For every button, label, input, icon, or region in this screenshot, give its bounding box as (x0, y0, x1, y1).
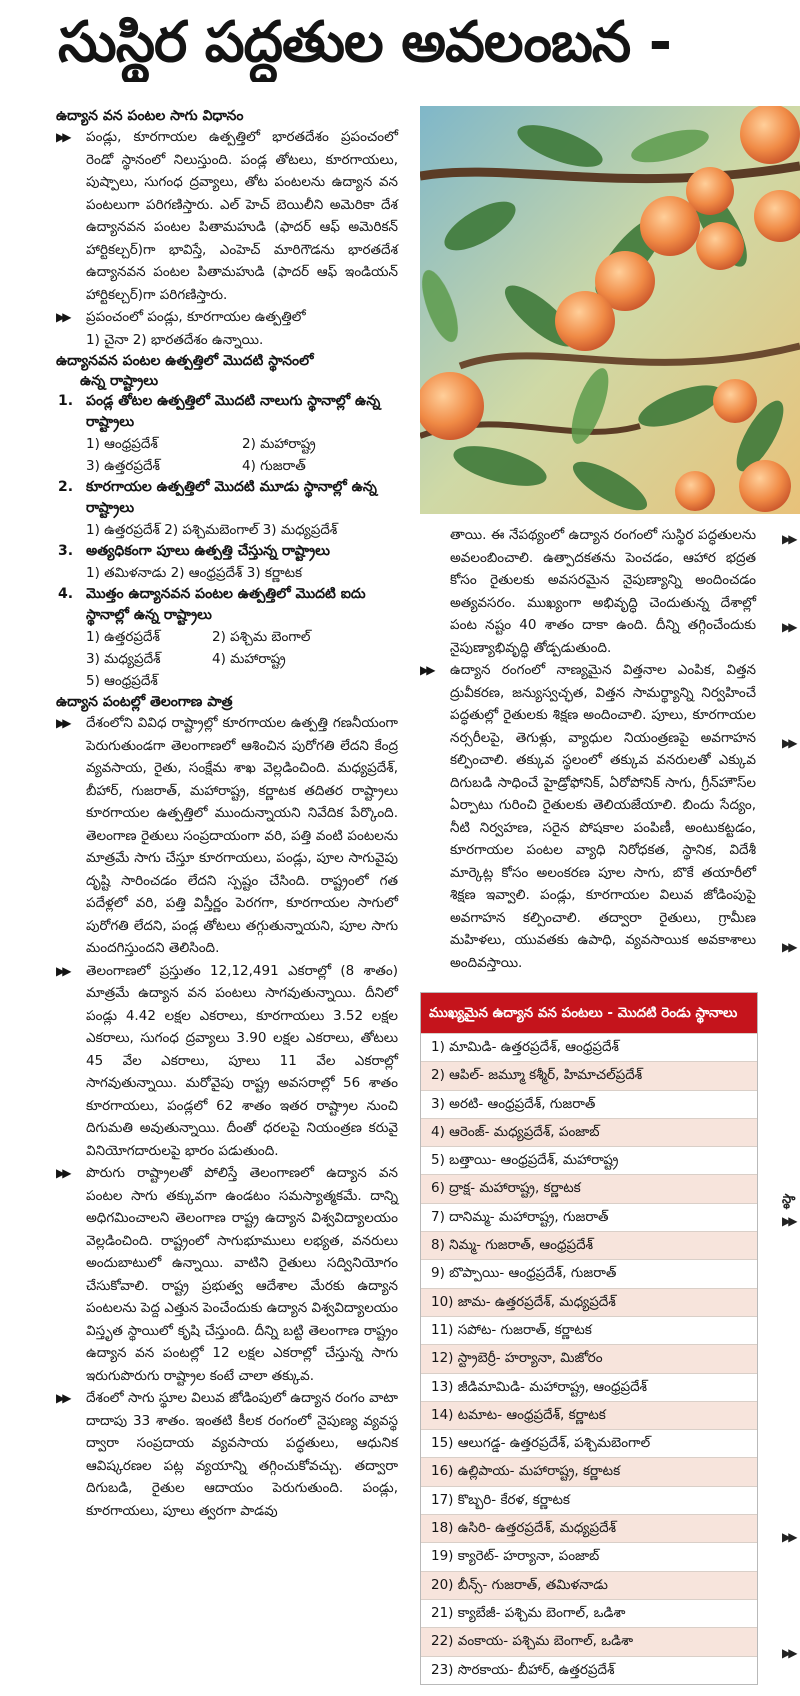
paragraph-continuation: 1) చైనా 2) భారతదేశం ఉన్నాయి. (86, 331, 264, 348)
bullet-arrow-icon: ▶▶ (782, 940, 795, 954)
table-row: 15) ఆలుగడ్డ- ఉత్తరప్రదేశ్, పశ్చిమబెంగాల్ (421, 1429, 757, 1457)
bullet-arrow-icon: ▶▶ (56, 1166, 69, 1180)
bullet-arrow-icon: ▶▶ (782, 1646, 795, 1660)
numbered-item: 4. మొత్తం ఉద్యానవన పంటల ఉత్పత్తిలో మొదటి ఐదు స్థానాల్లో ఉన్న రాష్ట్రాలు (58, 586, 366, 623)
paragraph: ▶▶ తెలంగాణలో ప్రస్తుతం 12,12,491 ఎకరాల్లో (8 శాతం) మాత్రమే ఉద్యాన వన పంటలు సాగవుతున్నాయి. దీనిలో పండ్లు 4.42 లక్షల ఎకరాలు, కూరగాయలు 3.52 లక్షల ఎకరాలు, సుగంధ ద్రవ్యాలు 3.90 లక్షల ఎకరాలు, తోటలు 45 వేల ఎకరాలు, పూలు 11 వేల ఎకరాల్లో సాగవుతున్నాయి. మరోవైపు రాష్ట్ర అవసరాల్లో 56 శాతం కూరగాయలు, పండ్లలో 62 శాతం ఇతర రాష్ట్రాల నుంచి దిగుమతి అవుతున్నాయి. దీంతో ధరలపై నియంత్రణ కరువై వినియోగదారులపై భారం పడుతుంది. (56, 960, 398, 1163)
bullet-arrow-icon: ▶▶ (782, 1530, 795, 1544)
paragraph: ▶▶ ఉద్యాన రంగంలో నాణ్యమైన విత్తనాల ఎంపిక, విత్తన ద్రువీకరణ, జన్యుస్వచ్ఛత, విత్తన సామర్థ్యాన్ని నిర్వహించే పద్ధతుల్లో రైతులకు శిక్షణ అందించాలి. పూలు, కూరగాయల నర్సరీలపై, తెగుళ్లు, వ్యాధుల నియంత్రణపై అవగాహన కల్పించాలి. తక్కువ స్థలంలో తక్కువ వనరులతో ఎక్కువ దిగుబడి సాధించే హైడ్రోఫోనిక్, ఏరోపోనిక్ సాగు, గ్రీన్‌హౌస్‌ల ఏర్పాటు గురించి రైతులకు తెలియజేయాలి. బిందు సేద్యం, నీటి నిర్వహణ, సరైన పోషకాల పంపిణీ, అంటుకట్టడం, కూరగాయల పంటల వ్యాధి నిరోధకత, స్థానిక, విదేశీ మార్కెట్ల కోసం అలంకరణ పూల సాగు, బొకే తయారీలో శిక్షణ ఇవ్వాలి. పండ్లు, కూరగాయల విలువ జోడింపుపై అవగాహన కల్పించాలి. తద్వారా రైతులు, గ్రామీణ మహిళలు, యువతకు ఉపాధి, వ్యవసాయిక అవకాశాలు అందివస్తాయి. (420, 659, 756, 974)
table-row: 13) జీడిమామిడి- మహారాష్ట్ర, ఆంధ్రప్రదేశ్ (421, 1373, 757, 1401)
bullet-arrow-icon: ▶▶ (782, 620, 795, 634)
table-row: 22) వంకాయ- పశ్చిమ బెంగాల్, ఒడిశా (421, 1627, 757, 1655)
table-row: 1) మామిడి- ఉత్తరప్రదేశ్, ఆంధ్రప్రదేశ్ (421, 1033, 757, 1061)
table-row: 6) ద్రాక్ష- మహారాష్ట్ర, కర్ణాటక (421, 1174, 757, 1202)
table-row: 19) క్యారెట్- హర్యానా, పంజాబ్ (421, 1542, 757, 1570)
table-row: 10) జామ- ఉత్తరప్రదేశ్, మధ్యప్రదేశ్ (421, 1288, 757, 1316)
crops-table (420, 992, 758, 1685)
table-row: 2) ఆపిల్- జమ్మూ కశ్మీర్, హిమాచల్‌ప్రదేశ్ (421, 1061, 757, 1089)
bullet-arrow-icon: ▶▶ (56, 716, 69, 730)
section-heading: ఉద్యానవన పంటల ఉత్పత్తిలో మొదటి స్థానంలో (56, 353, 314, 369)
item-pair: 3) ఉత్తరప్రదేశ్ 4) గుజరాత్ (86, 458, 306, 474)
numbered-item: 2. కూరగాయల ఉత్పత్తిలో మొదటి మూడు స్థానాల్లో ఉన్న రాష్ట్రాలు (58, 479, 377, 516)
left-column (56, 106, 398, 1522)
item-pair: 3) మధ్యప్రదేశ్ 4) మహారాష్ట్ర (86, 651, 286, 667)
table-row: 23) సొరకాయ- బీహార్, ఉత్తరప్రదేశ్ (421, 1656, 757, 1684)
paragraph: ▶▶ పొరుగు రాష్ట్రాలతో పోలిస్తే తెలంగాణలో ఉద్యాన వన పంటల సాగు తక్కువగా ఉండటం సమస్యాత్మకమే. దాన్ని అధిగమించాలని తెలంగాణ రాష్ట్ర ఉద్యాన విశ్వవిద్యాలయం వెల్లడించింది. రాష్ట్రంలో సాగుభూములు లభ్యత, వనరులు అందుబాటులో ఉన్నాయి. వాటిని రైతులు సద్వినియోగం చేసుకోవాలి. రాష్ట్ర ప్రభుత్వ ఆదేశాల మేరకు ఉద్యాన పంటలను పెద్ద ఎత్తున పెంచేందుకు ఉద్యాన విశ్వవిద్యాలయం విస్తృత స్థాయిలో కృషి చేస్తుంది. దీన్ని బట్టి తెలంగాణ రాష్ట్రం ఉద్యాన వన పంటల్లో 12 లక్షల ఎకరాల్లో చేస్తున్న సాగు ఇరుగుపొరుగు రాష్ట్రాల కంటే చాలా తక్కువ. (56, 1162, 398, 1387)
numbered-item: 1. పండ్ల తోటల ఉత్పత్తిలో మొదటి నాలుగు స్థానాల్లో ఉన్న రాష్ట్రాలు (58, 393, 381, 430)
bullet-arrow-icon: ▶▶ (56, 1391, 69, 1405)
bullet-arrow-icon: ▶▶ (782, 736, 795, 750)
bullet-arrow-icon: ▶▶ (56, 310, 69, 324)
apricot-photo (420, 106, 800, 514)
apricot-tree-image (420, 106, 800, 514)
paragraph: ▶▶ పండ్లు, కూరగాయల ఉత్పత్తిలో భారతదేశం ప్రపంచంలో రెండో స్థానంలో నిలుస్తుంది. పండ్ల తోటలు, కూరగాయలు, పుష్పాలు, సుగంధ ద్రవ్యాలు, తోట పంటలను ఉద్యాన వన పంటలుగా పరిగణిస్తారు. ఎల్ హెచ్ బెయిలీని అమెరికా దేశ ఉద్యానవన పంటల పితామహుడి (ఫాదర్ ఆఫ్ అమెరికన్ హార్టికల్చర్)గా భావిస్తే, ఎంహెచ్ మారిగౌడను భారతదేశ ఉద్యానవన పంటల పితామహుడి (ఫాదర్ ఆఫ్ ఇండియన్ హార్టికల్చర్)గా పరిగణిస్తారు. (56, 126, 398, 306)
table-row: 17) కొబ్బరి- కేరళ, కర్ణాటక (421, 1486, 757, 1514)
table-row: 3) అరటి- ఆంధ్రప్రదేశ్, గుజరాత్ (421, 1090, 757, 1118)
paragraph: ▶▶ దేశంలోని వివిధ రాష్ట్రాల్లో కూరగాయల ఉత్పత్తి గణనీయంగా పెరుగుతుండగా తెలంగాణలో ఆశించిన పురోగతి లేదని కేంద్ర వ్యవసాయ, రైతు, సంక్షేమ శాఖ వెల్లడించింది. మధ్యప్రదేశ్, బీహార్, గుజరాత్, మహారాష్ట్ర, కర్ణాటక తదితర రాష్ట్రాలు కూరగాయల ఉత్పత్తిలో ముందున్నాయని నివేదిక పేర్కొంది. తెలంగాణ రైతులు సంప్రదాయంగా వరి, పత్తి వంటి పంటలను మాత్రమే సాగు చేస్తూ కూరగాయలు, పండ్లు, పూల సాగువైపు దృష్టి సారించడం లేదని స్పష్టం చేసింది. రాష్ట్రంలో గత పదేళ్లలో వరి, పత్తి విస్తీర్ణం పెరగగా, కూరగాయల సాగులో పురోగతి లేదని, పండ్ల తోటలు తగ్గుతున్నాయని, పూల సాగు మందగిస్తుందని తెలిసింది. (56, 712, 398, 960)
bullet-arrow-icon: ▶▶ (782, 1214, 795, 1228)
item-line: 1) ఉత్తరప్రదేశ్ 2) పశ్చిమబెంగాల్ 3) మధ్యప్రదేశ్ (86, 522, 338, 538)
table-row: 4) ఆరెంజ్- మధ్యప్రదేశ్, పంజాబ్ (421, 1118, 757, 1146)
bullet-arrow-icon: ▶▶ (56, 963, 69, 978)
item-line: 5) ఆంధ్రప్రదేశ్ (86, 673, 158, 689)
paragraph: ▶▶ ప్రపంచంలో పండ్లు, కూరగాయల ఉత్పత్తిలో (56, 306, 398, 329)
bullet-arrow-icon: ▶▶ (420, 663, 433, 677)
paragraph: ▶▶ దేశంలో సాగు స్థూల విలువ జోడింపులో ఉద్యాన రంగం వాటా దాదాపు 33 శాతం. ఇంతటి కీలక రంగంలో నైపుణ్య వ్యవస్థ ద్వారా సంప్రదాయ వ్యవసాయ పద్ధతులు, ఆధునిక ఆవిష్కరణల పట్ల వ్యయాన్ని తగ్గించుకోవచ్చు. తద్వారా దిగుబడి, రైతుల ఆదాయం పెరుగుతుంది. పండ్లు, కూరగాయలు, పూలు త్వరగా పాడవు (56, 1387, 398, 1522)
numbered-item: 3. అత్యధికంగా పూలు ఉత్పత్తి చేస్తున్న రాష్ట్రాలు (58, 543, 330, 559)
table-header: ముఖ్యమైన ఉద్యాన వన పంటలు - మొదటి రెండు స్థానాలు (421, 993, 757, 1033)
section-heading: ఉద్యాన వన పంటల సాగు విధానం (56, 108, 244, 124)
table-row: 11) సపోట- గుజరాత్, కర్ణాటక (421, 1316, 757, 1344)
table-row: 18) ఉసిరి- ఉత్తరప్రదేశ్, మధ్యప్రదేశ్ (421, 1514, 757, 1542)
bullet-arrow-icon: ▶▶ (782, 532, 795, 546)
bullet-arrow-icon: ▶▶ (56, 130, 69, 144)
table-row: 8) నిమ్మ- గుజరాత్, ఆంధ్రప్రదేశ్ (421, 1231, 757, 1259)
table-body (421, 1033, 757, 1684)
item-pair: 1) ఉత్తరప్రదేశ్ 2) పశ్చిమ బెంగాల్ (86, 629, 311, 645)
table-row: 14) టమాట- ఆంధ్రప్రదేశ్, కర్ణాటక (421, 1401, 757, 1429)
table-row: 21) క్యాబేజీ- పశ్చిమ బెంగాల్, ఒడిశా (421, 1599, 757, 1627)
section-heading: ఉద్యాన పంటల్లో తెలంగాణ పాత్ర (56, 694, 233, 710)
section-heading: ఉన్న రాష్ట్రాలు (80, 373, 159, 389)
item-line: 1) తమిళనాడు 2) ఆంధ్రప్రదేశ్ 3) కర్ణాటక (86, 565, 303, 581)
table-row: 7) దానిమ్మ- మహారాష్ట్ర, గుజరాత్ (421, 1203, 757, 1231)
paragraph: తాయి. ఈ నేపథ్యంలో ఉద్యాన రంగంలో సుస్థిర పద్ధతులను అవలంబించాలి. ఉత్పాదకతను పెంచడం, ఆహార భద్రత కోసం రైతులకు అవసరమైన నైపుణ్యాన్ని అందించడం అత్యవసరం. ముఖ్యంగా అభివృద్ధి చెందుతున్న దేశాల్లో పంట నష్టం 40 శాతం దాకా ఉంది. దీన్ని తగ్గించేందుకు నైపుణ్యాభివృద్ధి తోడ్పడుతుంది. (450, 527, 756, 656)
edge-text: స్థా (782, 1192, 796, 1207)
right-column (420, 524, 756, 974)
table-row: 12) స్ట్రాబెర్రీ- హర్యానా, మిజోరం (421, 1344, 757, 1372)
item-pair: 1) ఆంధ్రప్రదేశ్ 2) మహారాష్ట్ర (86, 436, 316, 452)
table-row: 20) బీన్స్- గుజరాత్, తమిళనాడు (421, 1571, 757, 1599)
table-row: 5) బత్తాయి- ఆంధ్రప్రదేశ్, మహారాష్ట్ర (421, 1146, 757, 1174)
headline: సుస్థిర పద్ధతుల అవలంబన - (58, 10, 671, 75)
table-row: 16) ఉల్లిపాయ- మహారాష్ట్ర, కర్ణాటక (421, 1457, 757, 1485)
table-row: 9) బొప్పాయి- ఆంధ్రప్రదేశ్, గుజరాత్ (421, 1259, 757, 1287)
